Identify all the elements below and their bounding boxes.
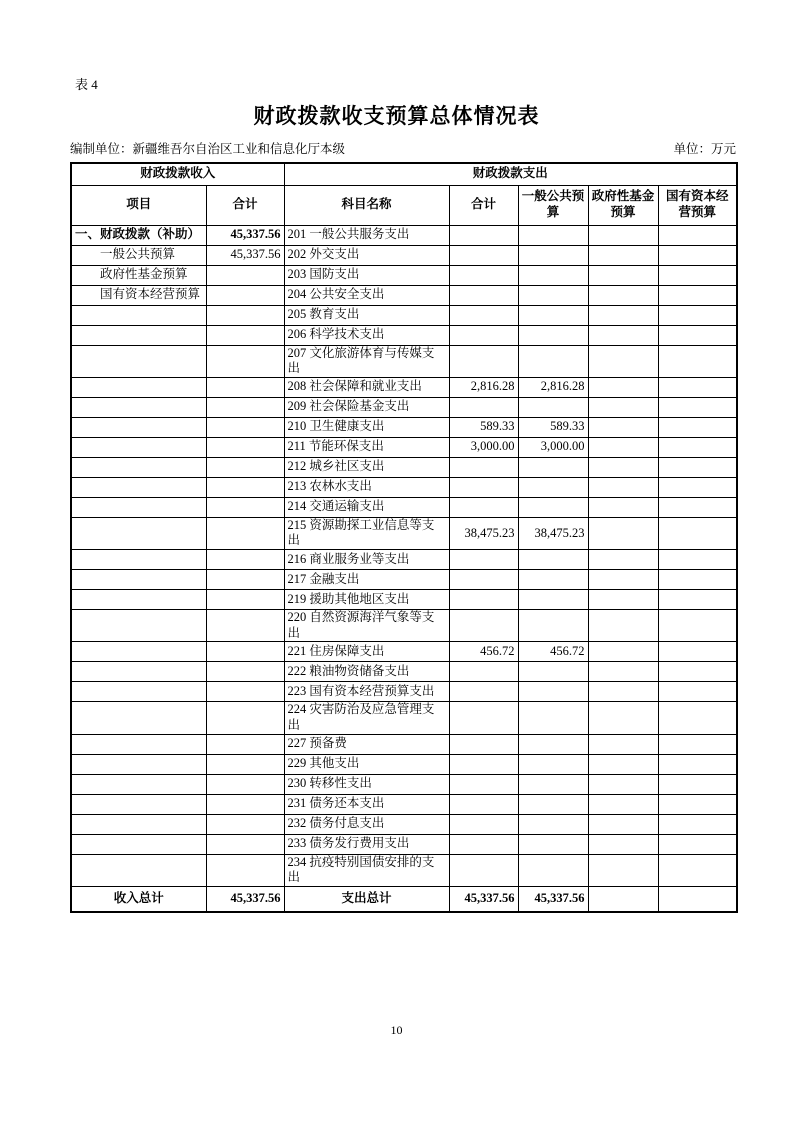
- income-total-cell: 45,337.56: [206, 225, 284, 245]
- table-row: [71, 774, 737, 794]
- expense-govfund-cell: [588, 662, 658, 682]
- expense-total-cell: 456.72: [449, 642, 518, 662]
- expense-total-cell: [449, 814, 518, 834]
- expense-govfund-cell: [588, 285, 658, 305]
- income-total-cell: [206, 285, 284, 305]
- income-item-cell: [71, 397, 206, 417]
- income-total-cell: [206, 702, 284, 734]
- expense-govfund-total-cell: [588, 886, 658, 912]
- expense-total-cell: [449, 457, 518, 477]
- expense-govfund-cell: [588, 417, 658, 437]
- expense-general-cell: [518, 265, 588, 285]
- expense-name-cell: 234 抗疫特别国债安排的支出: [284, 854, 449, 886]
- expense-general-cell: [518, 497, 588, 517]
- expense-statecap-cell: [658, 682, 737, 702]
- income-item-cell: 一、财政拨款（补助）: [71, 225, 206, 245]
- income-total-cell: 45,337.56: [206, 245, 284, 265]
- expense-govfund-cell: [588, 245, 658, 265]
- expense-general-cell: [518, 734, 588, 754]
- expense-name-cell: 229 其他支出: [284, 754, 449, 774]
- expense-name-cell: 210 卫生健康支出: [284, 417, 449, 437]
- expense-govfund-cell: [588, 774, 658, 794]
- expense-name-cell: 204 公共安全支出: [284, 285, 449, 305]
- expense-total-cell: 38,475.23: [449, 517, 518, 549]
- income-total-cell: [206, 834, 284, 854]
- income-item-cell: [71, 570, 206, 590]
- income-item-cell: [71, 477, 206, 497]
- table-row: [71, 550, 737, 570]
- income-total-cell: [206, 682, 284, 702]
- expense-govfund-cell: [588, 377, 658, 397]
- table-row: [71, 754, 737, 774]
- expense-govfund-cell: [588, 225, 658, 245]
- income-total-cell: [206, 437, 284, 457]
- income-total-cell: [206, 457, 284, 477]
- expense-general-cell: [518, 457, 588, 477]
- expense-name-cell: 227 预备费: [284, 734, 449, 754]
- expense-statecap-cell: [658, 377, 737, 397]
- expense-govfund-cell: [588, 702, 658, 734]
- expense-govfund-cell: [588, 814, 658, 834]
- table-row: [71, 702, 737, 734]
- expense-name-cell: 215 资源勘探工业信息等支出: [284, 517, 449, 549]
- col-header-item: 项目: [71, 185, 206, 225]
- expense-total-cell: [449, 590, 518, 610]
- expense-name-cell: 205 教育支出: [284, 305, 449, 325]
- expense-govfund-cell: [588, 397, 658, 417]
- expense-name-cell: 208 社会保障和就业支出: [284, 377, 449, 397]
- expense-general-cell: [518, 397, 588, 417]
- expense-name-cell: 216 商业服务业等支出: [284, 550, 449, 570]
- expense-govfund-cell: [588, 794, 658, 814]
- expense-statecap-cell: [658, 437, 737, 457]
- expense-statecap-cell: [658, 497, 737, 517]
- table-row: [71, 457, 737, 477]
- expense-govfund-cell: [588, 325, 658, 345]
- expense-statecap-cell: [658, 397, 737, 417]
- expense-statecap-cell: [658, 642, 737, 662]
- expense-total-cell: 589.33: [449, 417, 518, 437]
- expense-statecap-cell: [658, 794, 737, 814]
- table-row: [71, 417, 737, 437]
- income-total-cell: [206, 854, 284, 886]
- expense-govfund-cell: [588, 570, 658, 590]
- expense-general-total-cell: 45,337.56: [518, 886, 588, 912]
- table-row: [71, 854, 737, 886]
- expense-name-cell: 202 外交支出: [284, 245, 449, 265]
- expense-govfund-cell: [588, 682, 658, 702]
- expense-name-cell: 219 援助其他地区支出: [284, 590, 449, 610]
- expense-govfund-cell: [588, 590, 658, 610]
- expense-total-cell: [449, 754, 518, 774]
- income-total-cell: [206, 814, 284, 834]
- table-row: [71, 834, 737, 854]
- expense-statecap-cell: [658, 662, 737, 682]
- expense-total-cell: [449, 734, 518, 754]
- expense-total-cell: [449, 265, 518, 285]
- expense-name-cell: 209 社会保险基金支出: [284, 397, 449, 417]
- expense-statecap-cell: [658, 570, 737, 590]
- table-row: [71, 517, 737, 549]
- expense-name-cell: 212 城乡社区支出: [284, 457, 449, 477]
- income-item-cell: [71, 377, 206, 397]
- income-total-cell: [206, 550, 284, 570]
- expense-statecap-cell: [658, 285, 737, 305]
- expense-statecap-cell: [658, 734, 737, 754]
- expense-name-cell: 232 债务付息支出: [284, 814, 449, 834]
- expense-govfund-cell: [588, 610, 658, 642]
- table-row: [71, 662, 737, 682]
- expense-govfund-cell: [588, 345, 658, 377]
- expense-general-cell: [518, 794, 588, 814]
- expense-statecap-cell: [658, 325, 737, 345]
- col-header-gov-fund-budget: 政府性基金预算: [588, 185, 658, 225]
- expense-name-cell: 223 国有资本经营预算支出: [284, 682, 449, 702]
- col-header-subject-name: 科目名称: [284, 185, 449, 225]
- income-item-cell: [71, 457, 206, 477]
- table-row: [71, 794, 737, 814]
- expense-name-cell: 231 债务还本支出: [284, 794, 449, 814]
- expense-govfund-cell: [588, 305, 658, 325]
- table-row: [71, 345, 737, 377]
- income-total-cell: [206, 517, 284, 549]
- income-item-cell: [71, 550, 206, 570]
- expense-statecap-cell: [658, 702, 737, 734]
- expense-statecap-cell: [658, 754, 737, 774]
- table-row: [71, 682, 737, 702]
- expense-govfund-cell: [588, 265, 658, 285]
- expense-total-cell: [449, 245, 518, 265]
- income-total-cell: [206, 570, 284, 590]
- income-item-cell: [71, 754, 206, 774]
- table-row: [71, 610, 737, 642]
- expense-name-cell: 222 粮油物资储备支出: [284, 662, 449, 682]
- header-expense-group: 财政拨款支出: [284, 163, 737, 185]
- expense-general-cell: 38,475.23: [518, 517, 588, 549]
- expense-name-cell: 214 交通运输支出: [284, 497, 449, 517]
- income-total-cell: [206, 417, 284, 437]
- expense-general-cell: [518, 834, 588, 854]
- income-item-cell: [71, 325, 206, 345]
- expense-name-cell: 211 节能环保支出: [284, 437, 449, 457]
- expense-total-cell: [449, 477, 518, 497]
- expense-total-cell: [449, 702, 518, 734]
- income-total-cell: [206, 497, 284, 517]
- table-row: [71, 397, 737, 417]
- table-row: [71, 285, 737, 305]
- expense-total-cell: [449, 834, 518, 854]
- expense-general-cell: 3,000.00: [518, 437, 588, 457]
- income-grand-total-cell: 45,337.56: [206, 886, 284, 912]
- income-item-cell: [71, 497, 206, 517]
- income-item-cell: [71, 642, 206, 662]
- expense-statecap-cell: [658, 245, 737, 265]
- expense-total-label-cell: 支出总计: [284, 886, 449, 912]
- expense-govfund-cell: [588, 517, 658, 549]
- expense-statecap-cell: [658, 457, 737, 477]
- expense-general-cell: 589.33: [518, 417, 588, 437]
- expense-grand-total-cell: 45,337.56: [449, 886, 518, 912]
- totals-row: [71, 886, 737, 912]
- expense-statecap-cell: [658, 550, 737, 570]
- income-item-cell: [71, 682, 206, 702]
- expense-govfund-cell: [588, 834, 658, 854]
- expense-name-cell: 233 债务发行费用支出: [284, 834, 449, 854]
- table-row: [71, 437, 737, 457]
- income-total-cell: [206, 662, 284, 682]
- table-row: [71, 642, 737, 662]
- income-item-cell: 国有资本经营预算: [71, 285, 206, 305]
- page-number: 10: [390, 1023, 403, 1037]
- unit-label: 单位：万元: [673, 142, 736, 156]
- budget-table-body: [71, 225, 737, 886]
- income-item-cell: [71, 345, 206, 377]
- expense-general-cell: [518, 854, 588, 886]
- page-title: 财政拨款收支预算总体情况表: [253, 104, 540, 128]
- income-total-cell: [206, 305, 284, 325]
- table-row: [71, 245, 737, 265]
- expense-total-cell: [449, 497, 518, 517]
- expense-total-cell: [449, 305, 518, 325]
- expense-statecap-cell: [658, 517, 737, 549]
- col-header-expense-total: 合计: [449, 185, 518, 225]
- income-item-cell: [71, 854, 206, 886]
- income-item-cell: [71, 662, 206, 682]
- expense-total-cell: [449, 225, 518, 245]
- expense-govfund-cell: [588, 497, 658, 517]
- expense-general-cell: [518, 325, 588, 345]
- income-item-cell: [71, 734, 206, 754]
- expense-name-cell: 206 科学技术支出: [284, 325, 449, 345]
- expense-total-cell: [449, 550, 518, 570]
- expense-statecap-cell: [658, 305, 737, 325]
- header-income-group: 财政拨款收入: [71, 163, 284, 185]
- expense-general-cell: [518, 550, 588, 570]
- expense-statecap-cell: [658, 774, 737, 794]
- expense-name-cell: 220 自然资源海洋气象等支出: [284, 610, 449, 642]
- income-item-cell: 一般公共预算: [71, 245, 206, 265]
- income-total-cell: [206, 345, 284, 377]
- expense-name-cell: 217 金融支出: [284, 570, 449, 590]
- expense-statecap-cell: [658, 225, 737, 245]
- expense-govfund-cell: [588, 437, 658, 457]
- expense-name-cell: 213 农林水支出: [284, 477, 449, 497]
- expense-govfund-cell: [588, 477, 658, 497]
- expense-total-cell: [449, 570, 518, 590]
- expense-govfund-cell: [588, 550, 658, 570]
- income-item-cell: 政府性基金预算: [71, 265, 206, 285]
- expense-name-cell: 207 文化旅游体育与传媒支出: [284, 345, 449, 377]
- table-row: [71, 590, 737, 610]
- table-row: [71, 377, 737, 397]
- income-total-cell: [206, 794, 284, 814]
- income-total-cell: [206, 377, 284, 397]
- header-columns-row: [71, 185, 737, 225]
- income-total-cell: [206, 610, 284, 642]
- income-total-cell: [206, 754, 284, 774]
- expense-total-cell: [449, 397, 518, 417]
- expense-total-cell: [449, 285, 518, 305]
- income-item-cell: [71, 834, 206, 854]
- expense-govfund-cell: [588, 754, 658, 774]
- income-total-cell: [206, 734, 284, 754]
- expense-general-cell: 2,816.28: [518, 377, 588, 397]
- table-meta-row: [70, 139, 736, 157]
- expense-name-cell: 221 住房保障支出: [284, 642, 449, 662]
- expense-general-cell: [518, 245, 588, 265]
- col-header-general-budget: 一般公共预算: [518, 185, 588, 225]
- expense-govfund-cell: [588, 854, 658, 886]
- expense-general-cell: [518, 285, 588, 305]
- expense-name-cell: 230 转移性支出: [284, 774, 449, 794]
- income-item-cell: [71, 590, 206, 610]
- expense-general-cell: [518, 610, 588, 642]
- col-header-income-total: 合计: [206, 185, 284, 225]
- income-total-cell: [206, 774, 284, 794]
- table-number-label: 表 4: [75, 77, 98, 92]
- table-row: [71, 814, 737, 834]
- expense-govfund-cell: [588, 642, 658, 662]
- expense-general-cell: [518, 590, 588, 610]
- income-item-cell: [71, 794, 206, 814]
- expense-govfund-cell: [588, 734, 658, 754]
- income-item-cell: [71, 774, 206, 794]
- expense-govfund-cell: [588, 457, 658, 477]
- expense-statecap-cell: [658, 854, 737, 886]
- income-total-cell: [206, 642, 284, 662]
- table-row: [71, 265, 737, 285]
- expense-statecap-cell: [658, 345, 737, 377]
- expense-general-cell: [518, 225, 588, 245]
- income-item-cell: [71, 517, 206, 549]
- expense-general-cell: [518, 682, 588, 702]
- expense-total-cell: [449, 682, 518, 702]
- table-row: [71, 734, 737, 754]
- header-group-row: [71, 163, 737, 185]
- expense-name-cell: 203 国防支出: [284, 265, 449, 285]
- expense-statecap-cell: [658, 590, 737, 610]
- col-header-state-capital-budget: 国有资本经营预算: [658, 185, 737, 225]
- expense-total-cell: [449, 774, 518, 794]
- table-row: [71, 305, 737, 325]
- income-item-cell: [71, 437, 206, 457]
- income-total-cell: [206, 590, 284, 610]
- expense-general-cell: [518, 477, 588, 497]
- expense-statecap-cell: [658, 610, 737, 642]
- table-row: [71, 225, 737, 245]
- income-total-cell: [206, 265, 284, 285]
- expense-general-cell: [518, 814, 588, 834]
- income-total-cell: [206, 397, 284, 417]
- expense-general-cell: [518, 345, 588, 377]
- table-row: [71, 570, 737, 590]
- expense-name-cell: 201 一般公共服务支出: [284, 225, 449, 245]
- expense-total-cell: [449, 325, 518, 345]
- expense-total-cell: [449, 345, 518, 377]
- expense-statecap-cell: [658, 265, 737, 285]
- income-total-cell: [206, 477, 284, 497]
- expense-total-cell: 2,816.28: [449, 377, 518, 397]
- expense-total-cell: [449, 854, 518, 886]
- expense-statecap-cell: [658, 417, 737, 437]
- expense-total-cell: [449, 662, 518, 682]
- expense-general-cell: [518, 570, 588, 590]
- expense-statecap-cell: [658, 814, 737, 834]
- income-item-cell: [71, 610, 206, 642]
- prepared-by-label: 编制单位：新疆维吾尔自治区工业和信息化厅本级: [70, 142, 346, 156]
- expense-general-cell: [518, 774, 588, 794]
- expense-total-cell: [449, 610, 518, 642]
- table-row: [71, 477, 737, 497]
- expense-name-cell: 224 灾害防治及应急管理支出: [284, 702, 449, 734]
- table-row: [71, 497, 737, 517]
- expense-general-cell: [518, 662, 588, 682]
- expense-statecap-total-cell: [658, 886, 737, 912]
- income-item-cell: [71, 305, 206, 325]
- expense-general-cell: [518, 702, 588, 734]
- expense-total-cell: [449, 794, 518, 814]
- income-total-label-cell: 收入总计: [71, 886, 206, 912]
- expense-general-cell: 456.72: [518, 642, 588, 662]
- expense-general-cell: [518, 754, 588, 774]
- expense-statecap-cell: [658, 834, 737, 854]
- income-item-cell: [71, 814, 206, 834]
- expense-general-cell: [518, 305, 588, 325]
- income-item-cell: [71, 702, 206, 734]
- income-item-cell: [71, 417, 206, 437]
- expense-total-cell: 3,000.00: [449, 437, 518, 457]
- income-total-cell: [206, 325, 284, 345]
- budget-table: [70, 162, 738, 913]
- table-row: [71, 325, 737, 345]
- expense-statecap-cell: [658, 477, 737, 497]
